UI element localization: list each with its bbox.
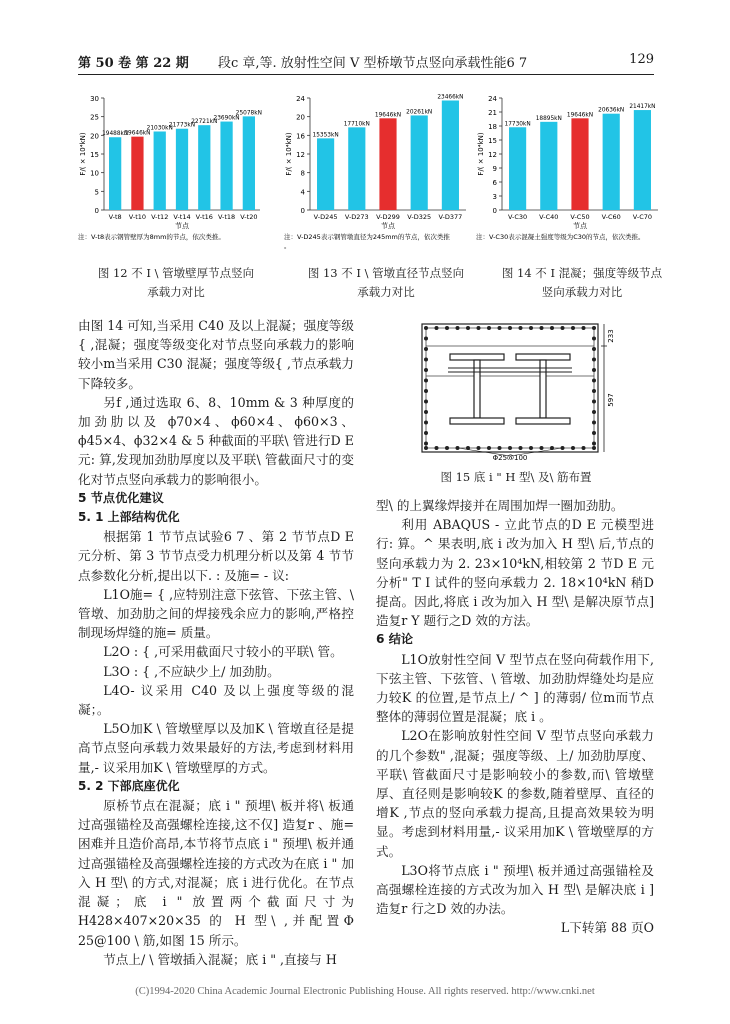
y-tick-label: 18 — [488, 123, 497, 131]
left-column — [78, 316, 354, 969]
h-beam-flange — [450, 354, 504, 360]
x-tick-label: V-C50 — [570, 213, 590, 221]
bar-value-label: 17710kN — [343, 121, 370, 128]
rebar-dot — [592, 379, 596, 383]
bar — [176, 129, 188, 210]
rebar-dot — [561, 326, 565, 330]
right-column — [376, 496, 654, 938]
bar — [317, 138, 334, 210]
section-heading: 5 节点优化建议 — [78, 490, 164, 505]
caption-line: 图 14 不 I 混凝；强度等级节点 — [501, 266, 663, 280]
rebar-dot — [550, 326, 554, 330]
dim-top-label: 233 — [607, 329, 615, 343]
x-tick-label: V-C40 — [539, 213, 559, 221]
paragraph: L1O放射性空间 V 型节点在竖向荷载作用下,下弦主管、下弦管、\ 管墩、加劲肋焊缝处均是应力较K 的位置,是节点上/ ^ ] 的薄弱/ 位m而节点整体的薄弱位置是混凝；底 i 。 — [376, 651, 654, 725]
rebar-dot — [529, 446, 533, 450]
y-tick-label: 12 — [488, 151, 497, 159]
running-title: 段c 章,等. 放射性空间 V 型桥墩节点竖向承载性能6 7 — [218, 56, 528, 71]
y-tick-label: 8 — [300, 169, 305, 178]
h-beam-flange — [516, 418, 570, 424]
rebar-dot — [466, 326, 470, 330]
bar — [442, 100, 459, 210]
bar-value-label: 15353kN — [312, 132, 339, 139]
rebar-dot — [592, 337, 596, 341]
rebar-dot — [445, 446, 449, 450]
rebar-dot — [592, 389, 596, 393]
h-beam-web — [474, 360, 480, 418]
y-tick-label: 9 — [492, 165, 497, 173]
y-tick-label: 21 — [488, 109, 497, 117]
section-heading: 6 结论 — [376, 632, 414, 647]
rebar-dot — [571, 446, 575, 450]
y-tick-label: 30 — [90, 95, 99, 103]
bar-value-label: 25078kN — [235, 110, 262, 117]
x-tick-label: V-t18 — [217, 213, 236, 221]
y-axis-label: F/( × 10⁴kN) — [285, 132, 293, 176]
paragraph: 节点上/ \ 管墩插入混凝；底 i " ,直接与 H — [103, 951, 337, 967]
y-tick-label: 20 — [296, 113, 305, 122]
y-tick-label: 25 — [90, 113, 99, 122]
paragraph: 由图 14 可知,当采用 C40 及以上混凝；强度等级{ ,混凝；强度等级变化对节点竖向承载力的影响较小m当采用 C30 混凝；强度等级{ ,节点承载力下降较多。 — [78, 318, 354, 391]
rebar-dot — [424, 400, 428, 404]
bar-value-label: 23690kN — [213, 115, 240, 122]
rebar-dot — [424, 326, 428, 330]
bar-value-label: 19646kN — [566, 112, 594, 119]
paragraph: 根据第 1 节节点试验6 7 、第 2 节节点D E 元分析、第 3 节节点受力机理分析以及第 4 节节点参数化分析,提出以下. : 及施= - 议: — [78, 529, 354, 583]
rebar-dot — [540, 446, 544, 450]
rebar-dot — [592, 421, 596, 425]
y-tick-label: 20 — [90, 132, 99, 141]
paragraph: L3O : { ,不应缺少上/ 加劲肋。 — [103, 663, 280, 679]
paragraph: L5O加K \ 管墩壁厚以及加K \ 管墩直径是提高节点竖向承载力效果最好的方法,考虑到材料用量,- 议采用加K \ 管墩壁厚的方式。 — [78, 721, 354, 775]
y-tick-label: 24 — [296, 95, 305, 103]
bar-value-label: 21030kN — [146, 125, 173, 132]
h-beam-web — [540, 360, 546, 418]
bar-value-label: 21773kN — [168, 122, 196, 129]
rebar-dot — [498, 446, 502, 450]
rebar-dot — [592, 400, 596, 404]
paragraph: L4O- 议采用 C40 及以上强度等级的混凝；。 — [78, 682, 354, 718]
rebar-dot — [519, 446, 523, 450]
x-tick-label: V-t16 — [195, 213, 213, 221]
rebar-dot — [508, 446, 512, 450]
paragraph: 利用 ABAQUS - 立此节点的D E 元模型进行: 算。^ 果表明,底 i 改为加入 H 型\ 后,节点的竖向承载力为 2. 23×10⁴kN,相较第 2 节D E 元分析" T I 试件的竖向承载力 2. 18×10⁴kN 稍D 提高。因此,将底 i 改为加入 H 型\ 是解决原节点] 造复r Y 题行之D 效的方法。 — [376, 517, 654, 629]
x-tick-label: V-t14 — [173, 213, 191, 221]
bar-value-label: 21417kN — [629, 104, 656, 111]
paragraph: L2O : { ,可采用截面尺寸较小的平联\ 管。 — [103, 644, 343, 660]
section-heading: 5. 2 下部底座优化 — [78, 778, 180, 793]
paragraph: 原桥节点在混凝；底 i " 预埋\ 板并将\ 板通过高强锚栓及高强螺栓连接,这不仅] 造复r 、施= 困难并且造价高昂,本节将节点底 i " 预埋\ 板并通过高强锚栓及高强螺栓连接的方式改为在底 i " 加入 H 型\ 的方式,对混凝；底 i 进行优化。在节点混凝；底 i " 放置两个截面尺寸为 H428×407×20×35 的 H 型\ ,并配置Φ 25@100 \ 筋,如图 15 所示。 — [78, 798, 354, 948]
bar-value-label: 22721kN — [191, 119, 218, 126]
rebar-dot — [592, 358, 596, 362]
figure-12-chart — [76, 88, 266, 263]
rebar-dot — [592, 410, 596, 414]
rebar-dot — [424, 347, 428, 351]
rebar-dot — [477, 446, 481, 450]
figure-14-caption — [482, 264, 682, 302]
rebar-dot — [582, 446, 586, 450]
copyright-footer: (C)1994-2020 China Academic Journal Electronic Publishing House. All rights reserved. http://www.cnki.net — [135, 986, 595, 997]
paragraph: L下转第 88 页O — [560, 920, 654, 936]
y-tick-label: 24 — [488, 95, 497, 103]
figure-15-section-drawing — [418, 320, 618, 464]
rebar-dot — [424, 379, 428, 383]
bar — [243, 116, 255, 210]
rebar-dot — [498, 326, 502, 330]
x-tick-label: V-C70 — [632, 213, 653, 221]
bar — [540, 122, 557, 210]
rebar-dot — [445, 326, 449, 330]
rebar-dot — [424, 442, 428, 446]
bar — [154, 131, 166, 210]
chart-note: 注：V-t8表示钢管壁厚为8mm的节点，依次类推。 — [78, 233, 225, 241]
section-heading: 5. 1 上部结构优化 — [78, 510, 180, 525]
bar — [220, 122, 232, 210]
paragraph: 另f ,通过选取 6、8、10mm & 3 种厚度的加劲肋以及 ϕ70×4、ϕ60×4、ϕ60×3、ϕ45×4、ϕ32×4 & 5 种截面的平联\ 管进行D E 元: 算,发现加劲肋厚度以及平联\ 管截面尺寸的变化对节点竖向承载力的影响很小。 — [78, 394, 354, 487]
x-axis-label: 节点 — [175, 222, 189, 230]
rebar-dot — [592, 326, 596, 330]
bar-value-label: 20261kN — [406, 109, 433, 116]
bar-value-label: 19646kN — [374, 112, 402, 119]
y-tick-label: 0 — [94, 207, 99, 215]
figure-13-caption — [286, 264, 486, 302]
y-tick-label: 3 — [492, 193, 497, 201]
chart-note: 注：V-D245表示钢管墩直径为245mm的节点，依次类推 — [284, 233, 450, 241]
caption-line: 图 12 不 I \ 管墩壁厚节点竖向 — [97, 266, 255, 280]
rebar-dot — [424, 358, 428, 362]
bar — [348, 127, 365, 210]
caption-line: 承载力对比 — [357, 285, 415, 299]
page-number: 129 — [629, 52, 654, 67]
rebar-dot — [571, 326, 575, 330]
caption-line: 承载力对比 — [147, 285, 205, 299]
bar — [571, 118, 588, 210]
x-tick-label: V-C30 — [507, 213, 528, 221]
y-tick-label: 0 — [300, 207, 305, 215]
h-beam-flange — [516, 354, 570, 360]
figure-14-chart — [474, 88, 664, 263]
issue-label: 第 50 卷 第 22 期 — [78, 56, 189, 71]
rebar-dot — [519, 326, 523, 330]
rebar-dot — [540, 326, 544, 330]
bar — [131, 137, 143, 210]
running-header — [78, 52, 654, 75]
bar — [509, 127, 526, 210]
rebar-dot — [592, 347, 596, 351]
y-tick-label: 5 — [94, 188, 99, 197]
rebar-dots — [424, 326, 596, 450]
x-axis-label: 节点 — [381, 222, 395, 230]
dim-right-label: 597 — [607, 393, 615, 407]
caption-line: 竖向承载力对比 — [541, 285, 623, 299]
x-tick-label: V-D325 — [407, 213, 432, 221]
rebar-dot — [508, 326, 512, 330]
y-tick-label: 15 — [488, 137, 497, 145]
rebar-dot — [424, 431, 428, 435]
rebar-dot — [424, 410, 428, 414]
bar — [411, 115, 428, 210]
paragraph: L3O将节点底 i " 预埋\ 板并通过高强锚栓及高强螺栓连接的方式改为加入 H 型\ 是解决底 i ] 造复r 行之D 效的办法。 — [376, 862, 654, 917]
bar-value-label: 17730kN — [504, 121, 531, 128]
concrete-base-outline — [422, 324, 598, 452]
y-tick-label: 16 — [296, 132, 305, 141]
x-tick-label: V-t10 — [128, 213, 147, 221]
x-axis-label: 节点 — [573, 222, 587, 230]
bar — [603, 114, 620, 210]
x-tick-label: V-D273 — [344, 213, 369, 221]
bar — [379, 118, 396, 210]
x-tick-label: V-D245 — [313, 213, 338, 221]
rebar-dot — [477, 326, 481, 330]
rebar-dot — [435, 326, 439, 330]
bar-value-label: 23466kN — [437, 94, 464, 101]
rebar-dot — [435, 446, 439, 450]
y-tick-label: 4 — [300, 188, 305, 197]
bar-value-label: 20636kN — [598, 107, 625, 114]
bar-value-label: 18895kN — [535, 115, 562, 122]
y-tick-label: 15 — [90, 151, 99, 159]
caption-line: 图 13 不 I \ 管墩直径节点竖向 — [307, 266, 465, 280]
rebar-dot — [424, 389, 428, 393]
bar-value-label: 19646kN — [124, 130, 151, 137]
figure-13-chart — [282, 88, 472, 263]
bar — [109, 137, 121, 210]
bar — [198, 125, 210, 210]
x-tick-label: V-C60 — [601, 213, 621, 221]
rebar-dot — [592, 446, 596, 450]
h-beam-flange — [450, 418, 504, 424]
bar-value-label: 19488kN — [102, 131, 129, 138]
paragraph: L2O在影响放射性空间 V 型节点竖向承载力的几个参数" ,混凝；强度等级、上/ 加劲肋厚度、平联\ 管截面尺寸是影响较小的参数,而\ 管墩壁厚、直径则是影响较K 的参数,随着壁厚、直径的增K ,节点的竖向承载力提高,且提高效果较为明显。考虑到材料用量,- 议采用加K \ 管墩壁厚的方式。 — [376, 728, 654, 859]
chart-note: 。 — [284, 242, 291, 250]
x-tick-label: V-D377 — [438, 213, 463, 221]
y-tick-label: 10 — [90, 169, 99, 178]
bar — [634, 110, 651, 210]
paragraph: 型\ 的上翼缘焊接并在周围加焊一圈加劲肋。 — [376, 498, 624, 513]
x-tick-label: V-D299 — [376, 213, 400, 221]
rebar-dot — [487, 326, 491, 330]
rebar-dot — [424, 421, 428, 425]
x-tick-label: V-t20 — [240, 213, 258, 221]
rebar-dot — [592, 368, 596, 372]
y-axis-label: F/( × 10⁴kN) — [79, 132, 87, 176]
y-tick-label: 0 — [492, 207, 497, 215]
x-tick-label: V-t8 — [108, 213, 122, 221]
rebar-dot — [529, 326, 533, 330]
y-tick-label: 12 — [296, 151, 305, 159]
rebar-label: Φ25@100 — [492, 454, 528, 460]
rebar-dot — [424, 368, 428, 372]
rebar-dot — [582, 326, 586, 330]
rebar-dot — [456, 326, 460, 330]
figure-15-caption: 图 15 底 i " H 型\ 及\ 筋布置 — [440, 470, 592, 484]
rebar-dot — [592, 431, 596, 435]
y-axis-label: F/( × 10⁴kN) — [477, 132, 485, 176]
rebar-dot — [592, 442, 596, 446]
figure-12-caption — [76, 264, 276, 302]
rebar-dot — [424, 446, 428, 450]
paragraph: L1O施= { ,应特别注意下弦管、下弦主管、\ 管墩、加劲肋之间的焊接残余应力的影响,严格控制现场焊缝的施= 质量。 — [78, 586, 354, 641]
y-tick-label: 6 — [492, 179, 497, 187]
x-tick-label: V-t12 — [151, 213, 169, 221]
rebar-dot — [424, 337, 428, 341]
rebar-dot — [487, 446, 491, 450]
chart-note: 注：V-C30表示混凝土强度等级为C30的节点，依次类推。 — [476, 233, 645, 241]
